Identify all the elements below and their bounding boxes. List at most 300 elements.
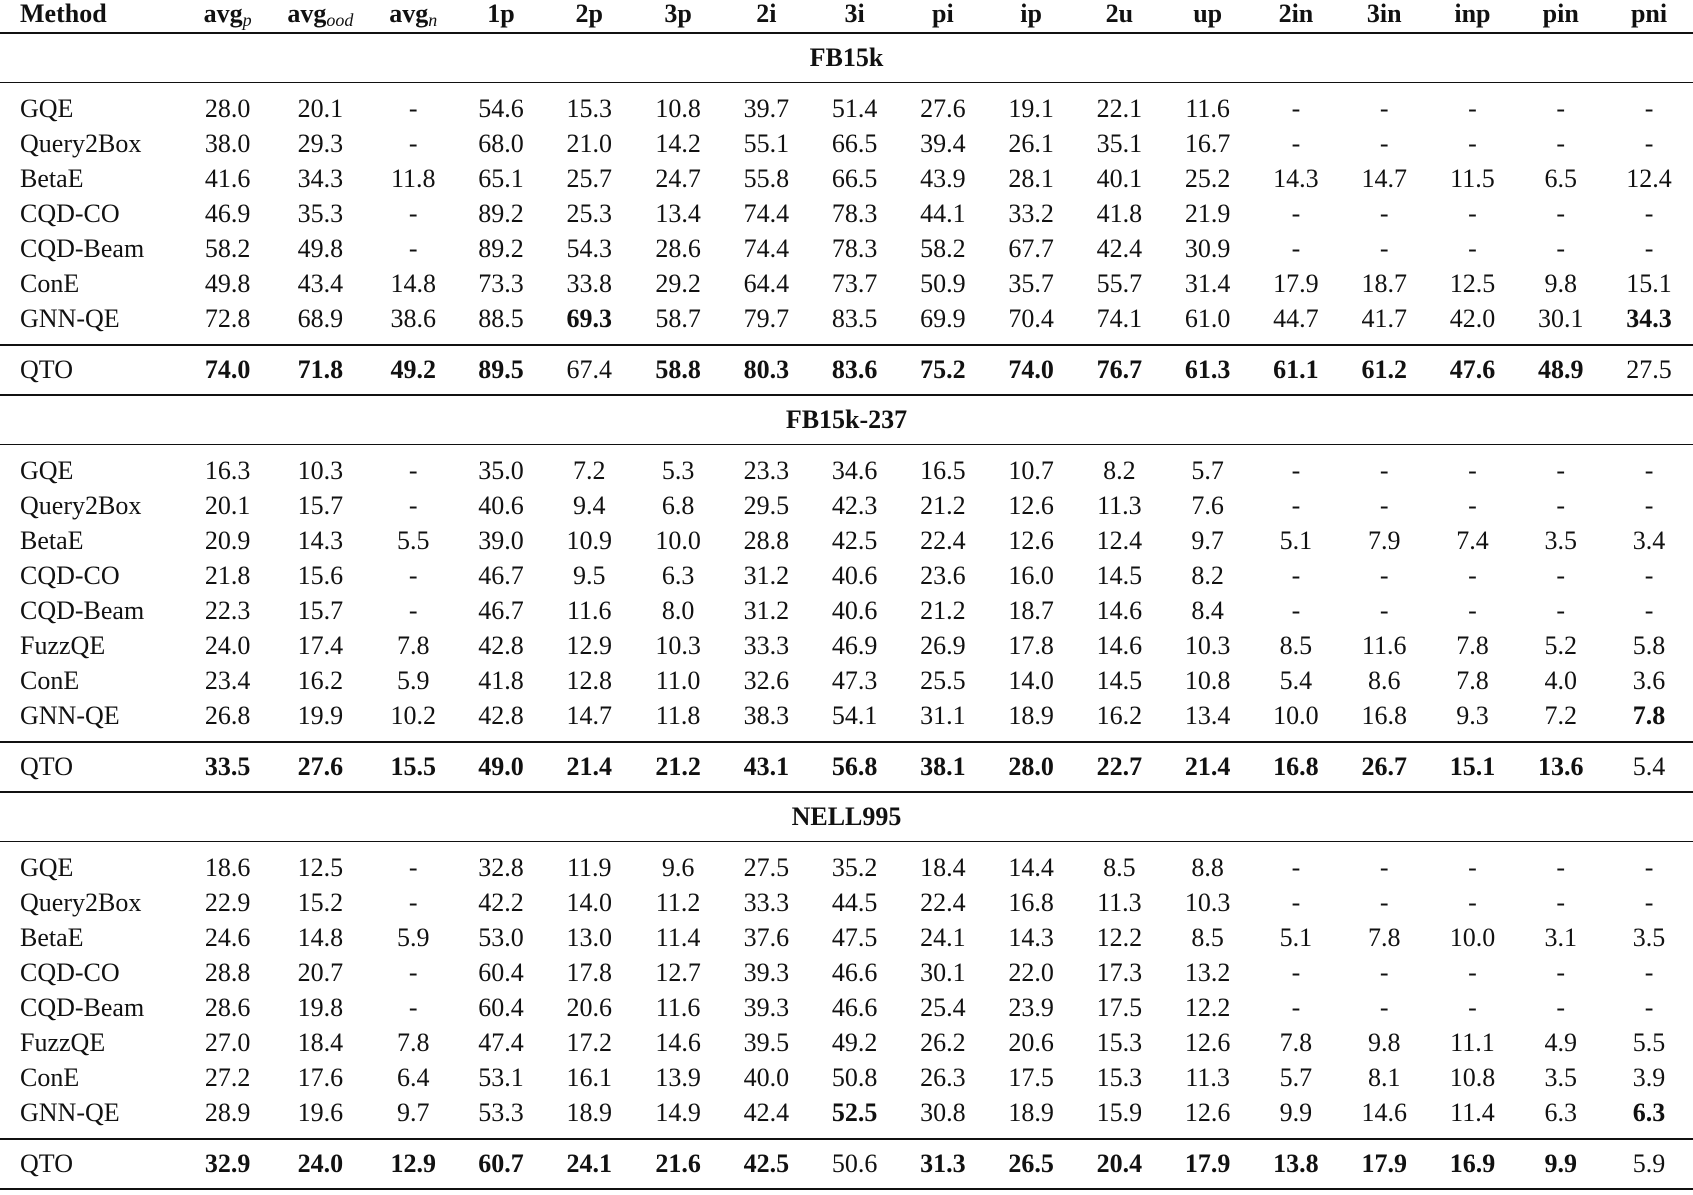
value-cell: 10.8 xyxy=(1449,1063,1496,1092)
value-cell: 29.5 xyxy=(743,491,790,520)
value-cell: 83.6 xyxy=(810,345,899,395)
value-cell: 5.7 xyxy=(1279,1063,1313,1092)
value-cell: 26.1 xyxy=(1008,129,1054,158)
value-cell: 21.4 xyxy=(1163,742,1252,792)
value-cell: 54.3 xyxy=(566,234,613,263)
value-cell: 19.6 xyxy=(271,1095,369,1139)
value-cell: - xyxy=(1468,94,1477,123)
value-cell: - xyxy=(1644,561,1654,590)
value-cell: 7.2 xyxy=(1516,698,1605,742)
value-cell: - xyxy=(1556,199,1566,228)
value-cell: 16.2 xyxy=(1076,698,1164,742)
value-cell: - xyxy=(1644,199,1654,228)
value-cell: 32.9 xyxy=(184,1139,272,1189)
table-row xyxy=(0,126,1693,161)
value-cell: 14.2 xyxy=(655,129,701,158)
value-cell: 51.4 xyxy=(831,94,878,123)
value-cell: 17.4 xyxy=(297,631,344,660)
value-cell: 27.5 xyxy=(1605,345,1693,395)
value-cell: 5.7 xyxy=(1191,456,1224,485)
column-header-label: 3i xyxy=(844,0,865,28)
value-cell: - xyxy=(408,94,418,123)
column-header xyxy=(899,0,987,33)
value-cell: 69.3 xyxy=(545,301,634,345)
value-cell: 18.9 xyxy=(987,698,1076,742)
value-cell: 21.8 xyxy=(204,561,251,590)
value-cell: 8.5 xyxy=(1103,853,1136,882)
value-cell: 33.3 xyxy=(743,888,790,917)
value-cell: 23.6 xyxy=(920,561,966,590)
value-cell: - xyxy=(1556,958,1566,987)
dataset-header-row xyxy=(0,792,1693,842)
value-cell: 25.5 xyxy=(920,666,966,695)
value-cell: 9.4 xyxy=(573,491,606,520)
dataset-header-row xyxy=(0,395,1693,445)
value-cell: 25.7 xyxy=(566,164,613,193)
value-cell: 58.7 xyxy=(634,301,723,345)
value-cell: 72.8 xyxy=(184,301,272,345)
qto-row xyxy=(0,345,1693,395)
value-cell: - xyxy=(1379,491,1389,520)
value-cell: 47.3 xyxy=(831,666,878,695)
value-cell: - xyxy=(1379,561,1389,590)
value-cell: 65.1 xyxy=(478,164,524,193)
value-cell: - xyxy=(1468,491,1477,520)
value-cell: 8.1 xyxy=(1367,1063,1401,1092)
value-cell: 16.5 xyxy=(920,456,966,485)
method-name: FuzzQE xyxy=(20,1028,106,1057)
value-cell: - xyxy=(1379,853,1389,882)
value-cell: 61.3 xyxy=(1163,345,1252,395)
value-cell: 9.5 xyxy=(573,561,606,590)
table-row xyxy=(0,161,1693,196)
value-cell: 7.8 xyxy=(397,631,430,660)
value-cell: 20.1 xyxy=(204,491,251,520)
value-cell: - xyxy=(1291,993,1301,1022)
value-cell: 30.1 xyxy=(920,958,966,987)
table-row xyxy=(0,628,1693,663)
value-cell: 14.6 xyxy=(1340,1095,1429,1139)
value-cell: 7.8 xyxy=(1456,631,1489,660)
value-cell: 67.7 xyxy=(1008,234,1054,263)
method-name: QTO xyxy=(0,345,184,395)
value-cell: - xyxy=(1556,129,1566,158)
value-cell: - xyxy=(408,853,418,882)
value-cell: - xyxy=(408,596,418,625)
value-cell: 18.7 xyxy=(1008,596,1054,625)
value-cell: 29.3 xyxy=(297,129,344,158)
value-cell: 12.6 xyxy=(1008,491,1054,520)
value-cell: 7.8 xyxy=(397,1028,430,1057)
value-cell: 7.4 xyxy=(1456,526,1489,555)
value-cell: 13.8 xyxy=(1252,1139,1340,1189)
value-cell: 5.9 xyxy=(397,666,430,695)
value-cell: 24.6 xyxy=(204,923,251,952)
value-cell: - xyxy=(1379,596,1389,625)
value-cell: 39.4 xyxy=(920,129,966,158)
value-cell: 71.8 xyxy=(271,345,369,395)
value-cell: 39.0 xyxy=(478,526,524,555)
value-cell: 3.4 xyxy=(1632,526,1666,555)
value-cell: - xyxy=(408,456,418,485)
value-cell: 28.6 xyxy=(655,234,701,263)
value-cell: 10.0 xyxy=(655,526,701,555)
value-cell: 13.9 xyxy=(655,1063,701,1092)
table-row xyxy=(0,1060,1693,1095)
value-cell: 41.6 xyxy=(204,164,251,193)
method-name: CQD-Beam xyxy=(20,234,145,263)
value-cell: 38.1 xyxy=(899,742,987,792)
value-cell: 78.3 xyxy=(831,199,878,228)
qto-row xyxy=(0,1139,1693,1189)
value-cell: 19.9 xyxy=(271,698,369,742)
column-header xyxy=(457,0,545,33)
method-name: GQE xyxy=(20,853,74,882)
value-cell: 13.4 xyxy=(1163,698,1252,742)
value-cell: 8.8 xyxy=(1191,853,1224,882)
value-cell: 12.7 xyxy=(655,958,701,987)
table-row xyxy=(0,488,1693,523)
value-cell: - xyxy=(1556,993,1566,1022)
value-cell: 17.9 xyxy=(1340,1139,1429,1189)
value-cell: 42.0 xyxy=(1429,301,1517,345)
value-cell: 75.2 xyxy=(899,345,987,395)
value-cell: - xyxy=(1468,596,1477,625)
value-cell: 46.7 xyxy=(478,561,524,590)
value-cell: 23.4 xyxy=(204,666,251,695)
value-cell: 42.5 xyxy=(831,526,878,555)
value-cell: 37.6 xyxy=(743,923,790,952)
value-cell: 13.0 xyxy=(566,923,613,952)
column-header xyxy=(1252,0,1340,33)
value-cell: 7.6 xyxy=(1191,491,1224,520)
value-cell: 13.2 xyxy=(1184,958,1231,987)
method-name: CQD-CO xyxy=(20,561,120,590)
value-cell: - xyxy=(1644,94,1654,123)
value-cell: 6.3 xyxy=(1516,1095,1605,1139)
value-cell: - xyxy=(1644,491,1654,520)
value-cell: 31.2 xyxy=(743,596,790,625)
value-cell: 10.2 xyxy=(369,698,457,742)
value-cell: - xyxy=(1291,888,1301,917)
value-cell: 10.9 xyxy=(566,526,613,555)
value-cell: 31.1 xyxy=(899,698,987,742)
value-cell: 74.4 xyxy=(743,199,790,228)
value-cell: 14.7 xyxy=(1361,164,1407,193)
value-cell: 7.2 xyxy=(573,456,606,485)
value-cell: 39.3 xyxy=(743,993,790,1022)
value-cell: 11.5 xyxy=(1450,164,1495,193)
value-cell: 8.5 xyxy=(1279,631,1313,660)
value-cell: 5.9 xyxy=(1605,1139,1693,1189)
value-cell: - xyxy=(1468,561,1477,590)
table-header-row xyxy=(0,0,1693,33)
value-cell: 7.8 xyxy=(1367,923,1401,952)
value-cell: 17.8 xyxy=(566,958,613,987)
value-cell: - xyxy=(1468,888,1477,917)
value-cell: 11.1 xyxy=(1450,1028,1495,1057)
value-cell: 89.2 xyxy=(478,199,524,228)
value-cell: 11.6 xyxy=(567,596,612,625)
value-cell: 15.1 xyxy=(1626,269,1672,298)
value-cell: 15.9 xyxy=(1076,1095,1164,1139)
table-row xyxy=(0,266,1693,301)
table-row xyxy=(0,445,1693,489)
value-cell: 26.8 xyxy=(184,698,272,742)
value-cell: - xyxy=(408,129,418,158)
value-cell: 15.2 xyxy=(297,888,344,917)
value-cell: 38.3 xyxy=(722,698,810,742)
value-cell: 5.3 xyxy=(661,456,695,485)
value-cell: 10.8 xyxy=(655,94,701,123)
value-cell: 40.0 xyxy=(743,1063,790,1092)
value-cell: - xyxy=(1291,561,1301,590)
value-cell: - xyxy=(1468,234,1477,263)
value-cell: - xyxy=(1291,129,1301,158)
value-cell: 8.6 xyxy=(1367,666,1401,695)
value-cell: - xyxy=(408,491,418,520)
value-cell: 12.4 xyxy=(1096,526,1143,555)
value-cell: 27.2 xyxy=(204,1063,251,1092)
value-cell: 42.5 xyxy=(722,1139,810,1189)
table-row xyxy=(0,990,1693,1025)
value-cell: 60.4 xyxy=(478,958,524,987)
value-cell: 16.2 xyxy=(297,666,344,695)
value-cell: 31.3 xyxy=(899,1139,987,1189)
value-cell: 27.5 xyxy=(743,853,790,882)
value-cell: 39.5 xyxy=(743,1028,790,1057)
value-cell: 35.1 xyxy=(1096,129,1143,158)
value-cell: 21.2 xyxy=(634,742,723,792)
value-cell: 16.8 xyxy=(1008,888,1054,917)
value-cell: 30.1 xyxy=(1516,301,1605,345)
value-cell: 55.7 xyxy=(1096,269,1143,298)
value-cell: 12.6 xyxy=(1184,1028,1231,1057)
value-cell: 35.2 xyxy=(831,853,878,882)
method-name: GNN-QE xyxy=(0,301,184,345)
value-cell: 6.3 xyxy=(661,561,695,590)
value-cell: 10.3 xyxy=(297,456,344,485)
value-cell: 35.3 xyxy=(297,199,344,228)
value-cell: 3.9 xyxy=(1632,1063,1666,1092)
value-cell: 17.3 xyxy=(1096,958,1143,987)
value-cell: 9.7 xyxy=(369,1095,457,1139)
value-cell: - xyxy=(1468,129,1477,158)
value-cell: 4.9 xyxy=(1544,1028,1577,1057)
value-cell: 24.7 xyxy=(655,164,701,193)
value-cell: 6.3 xyxy=(1605,1095,1693,1139)
method-name: ConE xyxy=(20,666,80,695)
value-cell: 21.0 xyxy=(566,129,613,158)
value-cell: 50.9 xyxy=(920,269,966,298)
value-cell: 49.8 xyxy=(297,234,344,263)
value-cell: 9.3 xyxy=(1429,698,1517,742)
value-cell: 25.2 xyxy=(1184,164,1231,193)
value-cell: 14.0 xyxy=(1008,666,1054,695)
value-cell: 42.3 xyxy=(831,491,878,520)
value-cell: 66.5 xyxy=(831,129,878,158)
value-cell: 14.6 xyxy=(655,1028,701,1057)
table-row xyxy=(0,663,1693,698)
column-header xyxy=(1340,0,1429,33)
value-cell: 29.2 xyxy=(655,269,701,298)
value-cell: 21.2 xyxy=(920,491,966,520)
method-name: CQD-CO xyxy=(20,958,120,987)
value-cell: - xyxy=(1644,993,1654,1022)
value-cell: - xyxy=(1379,199,1389,228)
value-cell: 6.5 xyxy=(1544,164,1577,193)
value-cell: 10.0 xyxy=(1449,923,1496,952)
value-cell: 15.3 xyxy=(566,94,613,123)
value-cell: 43.1 xyxy=(722,742,810,792)
method-name: BetaE xyxy=(20,526,84,555)
value-cell: 16.3 xyxy=(204,456,251,485)
value-cell: 50.8 xyxy=(831,1063,878,1092)
value-cell: 18.7 xyxy=(1361,269,1407,298)
value-cell: 17.8 xyxy=(1008,631,1054,660)
dataset-name: FB15k-237 xyxy=(0,395,1693,445)
value-cell: 28.0 xyxy=(204,94,251,123)
value-cell: 20.6 xyxy=(566,993,613,1022)
value-cell: 10.3 xyxy=(1184,631,1231,660)
dataset-name: FB15k xyxy=(0,33,1693,83)
column-header-label: avg xyxy=(389,0,429,28)
column-header xyxy=(1076,0,1164,33)
value-cell: 28.0 xyxy=(987,742,1076,792)
value-cell: 12.2 xyxy=(1096,923,1143,952)
value-cell: - xyxy=(1468,456,1477,485)
value-cell: 31.4 xyxy=(1184,269,1231,298)
method-name: CQD-Beam xyxy=(20,993,145,1022)
value-cell: 44.1 xyxy=(920,199,966,228)
value-cell: 9.6 xyxy=(661,853,695,882)
value-cell: 24.1 xyxy=(920,923,966,952)
column-header xyxy=(987,0,1076,33)
value-cell: 33.3 xyxy=(743,631,790,660)
method-name: ConE xyxy=(20,269,80,298)
value-cell: 40.1 xyxy=(1096,164,1143,193)
value-cell: 15.6 xyxy=(297,561,344,590)
value-cell: 3.5 xyxy=(1632,923,1666,952)
method-name: Query2Box xyxy=(20,491,142,520)
value-cell: 3.5 xyxy=(1544,1063,1577,1092)
value-cell: 7.9 xyxy=(1367,526,1401,555)
value-cell: 41.7 xyxy=(1340,301,1429,345)
column-header-label: up xyxy=(1193,0,1223,28)
value-cell: 27.6 xyxy=(271,742,369,792)
value-cell: 49.2 xyxy=(831,1028,878,1057)
value-cell: 40.6 xyxy=(831,561,878,590)
value-cell: - xyxy=(1468,958,1477,987)
value-cell: - xyxy=(1379,234,1389,263)
value-cell: 14.3 xyxy=(297,526,344,555)
value-cell: 42.8 xyxy=(478,631,524,660)
value-cell: - xyxy=(408,199,418,228)
column-header xyxy=(810,0,899,33)
table-row xyxy=(0,523,1693,558)
value-cell: 76.7 xyxy=(1076,345,1164,395)
column-header xyxy=(1516,0,1605,33)
value-cell: 14.8 xyxy=(390,269,437,298)
value-cell: 14.8 xyxy=(297,923,344,952)
value-cell: - xyxy=(1468,199,1477,228)
value-cell: 9.8 xyxy=(1544,269,1577,298)
column-header-label: Method xyxy=(20,0,107,28)
value-cell: 39.3 xyxy=(743,958,790,987)
value-cell: 5.1 xyxy=(1279,923,1313,952)
value-cell: 23.3 xyxy=(743,456,790,485)
value-cell: 34.3 xyxy=(1605,301,1693,345)
value-cell: 18.4 xyxy=(920,853,966,882)
value-cell: 32.8 xyxy=(478,853,524,882)
value-cell: 54.1 xyxy=(810,698,899,742)
value-cell: 33.5 xyxy=(184,742,272,792)
dataset-name: NELL995 xyxy=(0,792,1693,842)
value-cell: 9.7 xyxy=(1191,526,1224,555)
value-cell: 49.8 xyxy=(204,269,251,298)
value-cell: 42.2 xyxy=(478,888,524,917)
value-cell: - xyxy=(1556,234,1566,263)
value-cell: 12.5 xyxy=(297,853,344,882)
value-cell: 32.6 xyxy=(743,666,790,695)
value-cell: 21.6 xyxy=(634,1139,723,1189)
value-cell: - xyxy=(1291,596,1301,625)
value-cell: 16.7 xyxy=(1184,129,1231,158)
value-cell: 53.1 xyxy=(478,1063,524,1092)
value-cell: 68.9 xyxy=(271,301,369,345)
value-cell: - xyxy=(1379,94,1389,123)
value-cell: - xyxy=(1556,561,1566,590)
column-header-label: pni xyxy=(1630,0,1668,28)
value-cell: 42.4 xyxy=(722,1095,810,1139)
value-cell: 14.6 xyxy=(1096,631,1143,660)
value-cell: 22.1 xyxy=(1096,94,1143,123)
value-cell: 6.4 xyxy=(397,1063,430,1092)
value-cell: 21.4 xyxy=(545,742,634,792)
value-cell: 5.1 xyxy=(1279,526,1313,555)
value-cell: - xyxy=(1644,234,1654,263)
column-header xyxy=(1429,0,1517,33)
value-cell: 5.4 xyxy=(1605,742,1693,792)
value-cell: 5.8 xyxy=(1632,631,1666,660)
value-cell: 16.1 xyxy=(566,1063,613,1092)
value-cell: 33.2 xyxy=(1008,199,1054,228)
method-name: Query2Box xyxy=(20,129,142,158)
value-cell: 16.0 xyxy=(1008,561,1054,590)
value-cell: 15.1 xyxy=(1429,742,1517,792)
value-cell: 11.6 xyxy=(1185,94,1230,123)
value-cell: 47.6 xyxy=(1429,345,1517,395)
column-header xyxy=(722,0,810,33)
value-cell: - xyxy=(1644,456,1654,485)
value-cell: 68.0 xyxy=(478,129,524,158)
value-cell: 49.0 xyxy=(457,742,545,792)
method-name: QTO xyxy=(0,1139,184,1189)
value-cell: 89.5 xyxy=(457,345,545,395)
column-header-label: 2u xyxy=(1105,0,1134,28)
value-cell: 19.8 xyxy=(297,993,344,1022)
value-cell: 46.7 xyxy=(478,596,524,625)
value-cell: 23.9 xyxy=(1008,993,1054,1022)
value-cell: 5.4 xyxy=(1279,666,1313,695)
value-cell: 42.4 xyxy=(1096,234,1143,263)
value-cell: 41.8 xyxy=(1096,199,1143,228)
value-cell: 9.9 xyxy=(1516,1139,1605,1189)
value-cell: 53.3 xyxy=(457,1095,545,1139)
column-header-subscript: p xyxy=(242,10,252,30)
value-cell: - xyxy=(408,993,418,1022)
table-row xyxy=(0,301,1693,345)
